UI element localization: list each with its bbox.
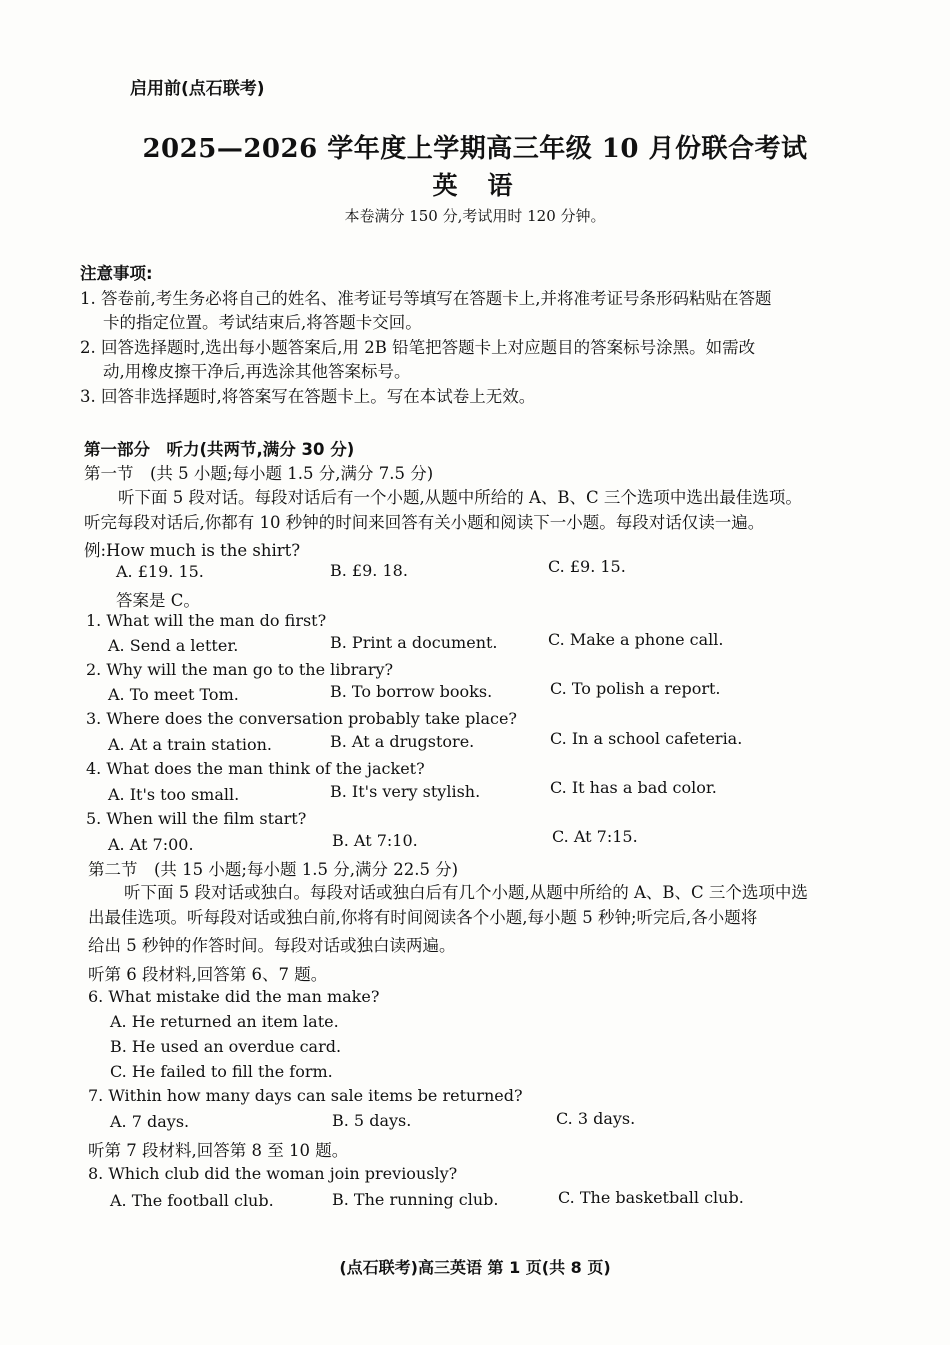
question-2: 2. Why will the man go to the library? xyxy=(86,660,394,679)
page-title: 2025—2026 学年度上学期高三年级 10 月份联合考试 xyxy=(142,134,808,164)
question-7: 7. Within how many days can sale items be returned? xyxy=(88,1086,523,1105)
question-4-option-c: C. It has a bad color. xyxy=(550,778,717,797)
question-6: 6. What mistake did the man make? xyxy=(88,987,380,1006)
part1-heading: 第一部分 听力(共两节,满分 30 分) xyxy=(84,440,355,459)
question-3-option-c: C. In a school cafeteria. xyxy=(550,729,743,748)
question-1-option-a: A. Send a letter. xyxy=(108,636,239,655)
notes-item: 3. 回答非选择题时,将答案写在答题卡上。写在本试卷上无效。 xyxy=(80,386,536,406)
question-6-option-b: B. He used an overdue card. xyxy=(110,1037,342,1056)
section2-instructions: 出最佳选项。听每段对话或独白前,你将有时间阅读各个小题,每小题 5 秒钟;听完后,各小题将 xyxy=(88,908,758,927)
notes-item: 1. 答卷前,考生务必将自己的姓名、准考证号等填写在答题卡上,并将准考证号条形码粘贴在答题 xyxy=(80,288,772,308)
notes-item: 卡的指定位置。考试结束后,将答题卡交回。 xyxy=(103,313,422,332)
page-footer: (点石联考)高三英语 第 1 页(共 8 页) xyxy=(339,1258,611,1277)
question-8-option-c: C. The basketball club. xyxy=(558,1188,744,1207)
question-6-option-c: C. He failed to fill the form. xyxy=(110,1062,333,1081)
example-option-a: A. £19. 15. xyxy=(116,562,204,581)
question-5-option-b: B. At 7:10. xyxy=(332,831,418,850)
question-6-option-a: A. He returned an item late. xyxy=(110,1012,339,1031)
section1-instructions: 听完每段对话后,你都有 10 秒钟的时间来回答有关小题和阅读下一小题。每段对话仅读一遍。 xyxy=(84,513,765,532)
notes-item: 2. 回答选择题时,选出每小题答案后,用 2B 铅笔把答题卡上对应题目的答案标号涂黑。如需改 xyxy=(80,337,756,357)
question-2-option-c: C. To polish a report. xyxy=(550,679,721,698)
material-6-heading: 听第 6 段材料,回答第 6、7 题。 xyxy=(88,965,328,984)
section2-instructions: 听下面 5 段对话或独白。每段对话或独白后有几个小题,从题中所给的 A、B、C 三个选项中选 xyxy=(124,883,808,902)
question-3: 3. Where does the conversation probably take place? xyxy=(86,709,517,728)
header-note: 启用前(点石联考) xyxy=(130,79,265,99)
question-8-option-a: A. The football club. xyxy=(110,1191,274,1210)
question-7-option-c: C. 3 days. xyxy=(556,1109,636,1128)
notes-block xyxy=(80,262,771,409)
section1-instructions: 听下面 5 段对话。每段对话后有一个小题,从题中所给的 A、B、C 三个选项中选出最佳选项。 xyxy=(118,488,802,507)
question-4: 4. What does the man think of the jacket? xyxy=(86,759,425,778)
section1-heading: 第一节 (共 5 小题;每小题 1.5 分,满分 7.5 分) xyxy=(84,464,434,483)
subject-title: 英语 xyxy=(432,171,543,200)
example-option-c: C. £9. 15. xyxy=(548,557,626,576)
example-question: 例:How much is the shirt? xyxy=(84,541,301,560)
question-3-option-a: A. At a train station. xyxy=(108,735,273,754)
question-3-option-b: B. At a drugstore. xyxy=(330,732,475,751)
question-2-option-b: B. To borrow books. xyxy=(330,682,493,701)
section2-heading: 第二节 (共 15 小题;每小题 1.5 分,满分 22.5 分) xyxy=(88,860,459,879)
question-8-option-b: B. The running club. xyxy=(332,1190,499,1209)
notes-item: 动,用橡皮擦干净后,再选涂其他答案标号。 xyxy=(103,362,411,381)
material-7-heading: 听第 7 段材料,回答第 8 至 10 题。 xyxy=(88,1141,349,1160)
question-4-option-a: A. It's too small. xyxy=(108,785,240,804)
question-7-option-a: A. 7 days. xyxy=(110,1112,190,1131)
example-option-b: B. £9. 18. xyxy=(330,561,408,580)
notes-heading: 注意事项: xyxy=(80,264,153,283)
question-5: 5. When will the film start? xyxy=(86,809,307,828)
score-line: 本卷满分 150 分,考试用时 120 分钟。 xyxy=(344,207,606,225)
example-answer: 答案是 C。 xyxy=(116,591,200,610)
question-2-option-a: A. To meet Tom. xyxy=(108,685,239,704)
question-7-option-b: B. 5 days. xyxy=(332,1111,412,1130)
question-8: 8. Which club did the woman join previously? xyxy=(88,1164,458,1183)
question-1: 1. What will the man do first? xyxy=(86,611,327,630)
question-1-option-c: C. Make a phone call. xyxy=(548,630,724,649)
question-5-option-a: A. At 7:00. xyxy=(108,835,194,854)
question-4-option-b: B. It's very stylish. xyxy=(330,782,481,801)
question-5-option-c: C. At 7:15. xyxy=(552,827,638,846)
section2-instructions: 给出 5 秒钟的作答时间。每段对话或独白读两遍。 xyxy=(88,936,456,955)
question-1-option-b: B. Print a document. xyxy=(330,633,498,652)
